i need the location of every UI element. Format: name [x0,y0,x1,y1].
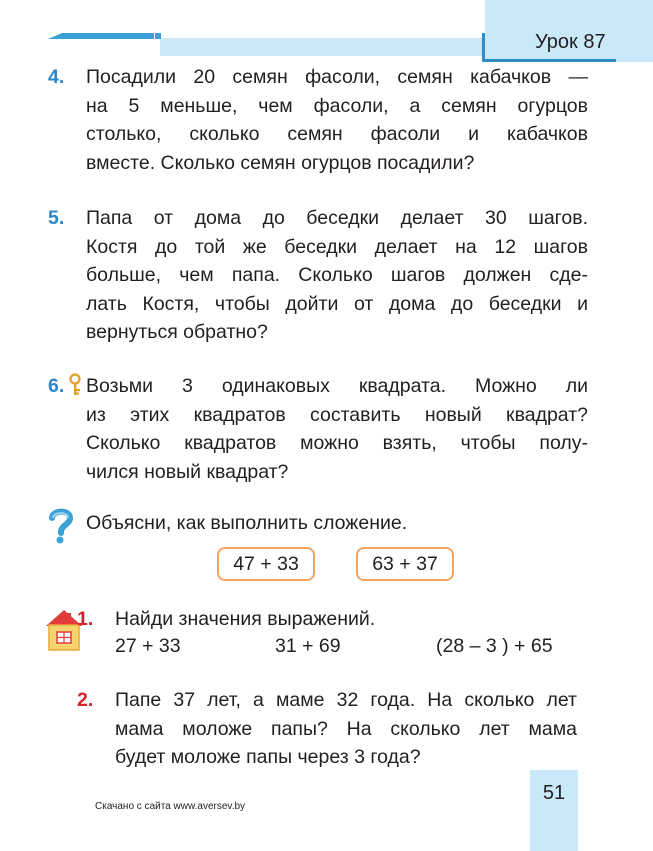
task-5 [48,204,588,347]
task-line: из этих квадратов составить новый квадрат? [86,403,588,426]
header-stripe [48,33,148,39]
homework-number: 2. [77,689,94,711]
task-number: 4. [48,66,65,88]
task-line: Папа от дома до беседки делает 30 шагов. [86,207,588,229]
homework-1 [77,605,587,634]
task-text [86,63,588,177]
lesson-title: Урок 87 [535,31,606,53]
header-bracket-horizontal [482,59,616,62]
source-note: Скачано с сайта www.aversev.by [95,801,246,812]
task-number: 6. [48,375,65,397]
page-number: 51 [542,782,566,804]
expression: 27 + 33 [115,635,181,657]
header-stripe-tip [48,33,62,39]
key-icon [68,373,82,397]
task-line: вместе. Сколько семян огурцов посадили? [86,151,475,174]
header-band [160,38,485,56]
task-line: вернуться обратно? [86,321,268,343]
task-number: 5. [48,207,65,229]
header-bracket-vertical [482,33,485,62]
task-line: столько, сколько семян фасоли и кабачков [86,123,588,145]
explain-text: Объясни, как выполнить сложение. [86,512,408,534]
header-dot [148,33,154,39]
example-box: 47 + 33 [217,547,315,581]
task-line: на 5 меньше, чем фасоли, а семян огурцов [86,94,588,117]
homework-number: 1. [77,608,94,630]
homework-text: Найди значения выражений. [115,608,376,630]
task-line: Костя до той же беседки делает на 12 шагов [86,235,588,258]
homework-line: будет моложе папы через 3 года? [115,746,421,768]
homework-text [115,686,577,772]
task-4 [48,63,588,177]
task-text [86,204,588,347]
homework-line: Папе 37 лет, а маме 32 года. На сколько лет [115,689,577,711]
explain-block [48,509,588,538]
task-line: Возьми 3 одинаковых квадрата. Можно ли [86,375,588,397]
homework-line: мама моложе папы? На сколько лет мама [115,717,577,740]
homework-2 [77,686,577,772]
expression: 31 + 69 [275,635,341,657]
example-box: 63 + 37 [356,547,454,581]
task-6 [48,372,588,486]
task-text [86,372,588,486]
expression: (28 – 3 ) + 65 [436,635,553,657]
task-line: Сколько квадратов можно взять, чтобы полу- [86,432,588,454]
task-line: чился новый квадрат? [86,460,289,483]
task-line: больше, чем папа. Сколько шагов должен сде- [86,264,588,286]
header-dot [155,33,161,39]
task-line: лать Костя, чтобы дойти от дома до беседки и [86,292,588,315]
task-line: Посадили 20 семян фасоли, семян кабачков — [86,66,588,88]
